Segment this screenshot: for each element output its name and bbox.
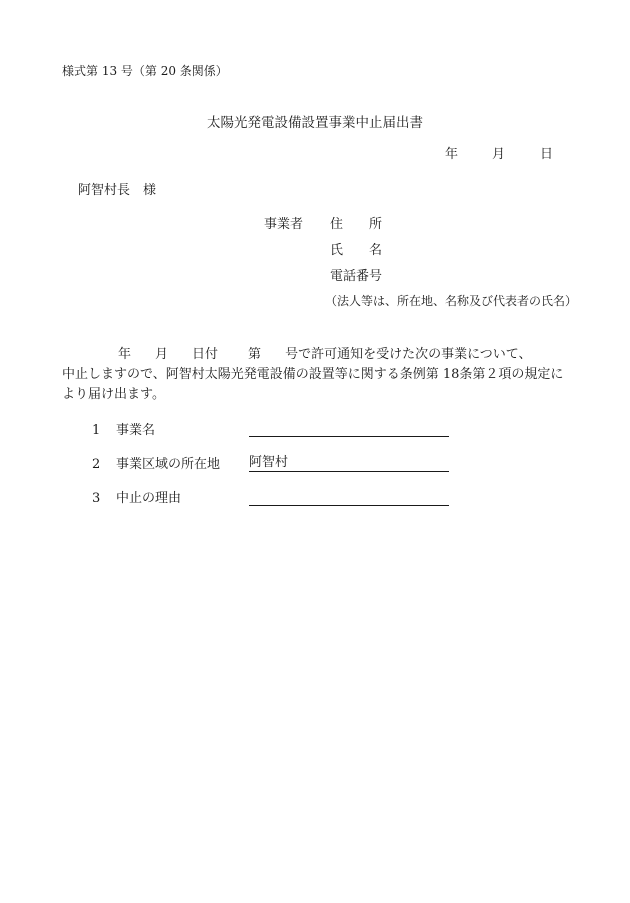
body-line-1-rest: 号で許可通知を受けた次の事業について、 (285, 347, 532, 362)
item-number: 1 (92, 423, 101, 438)
item-number: 3 (92, 491, 101, 506)
project-location-field[interactable]: 阿智村 (249, 455, 449, 472)
item-cancellation-reason (92, 491, 181, 507)
date-day-label: 日 (540, 147, 554, 162)
phone-label: 電話番号 (330, 269, 383, 284)
recipient: 阿智村長 様 (78, 183, 157, 198)
body-month: 月 (155, 347, 169, 362)
item-label: 事業区域の所在地 (116, 457, 221, 472)
body-dated: 日付 (192, 347, 219, 362)
item-label: 中止の理由 (116, 491, 182, 506)
applicant-label: 事業者 (264, 217, 304, 232)
address-label: 住 所 (330, 217, 383, 232)
document-title: 太陽光発電設備設置事業中止届出書 (207, 115, 423, 131)
item-project-location (92, 457, 220, 473)
item-project-name (92, 423, 155, 439)
name-label: 氏 名 (330, 243, 383, 258)
form-number: 様式第 13 号（第 20 条関係） (62, 64, 228, 78)
body-line-3: より届け出ます。 (62, 387, 165, 402)
body-line-1 (62, 344, 582, 365)
corporation-note: （法人等は、所在地、名称及び代表者の氏名） (325, 294, 578, 308)
body-number: 第 (248, 347, 262, 362)
project-name-field[interactable] (249, 420, 449, 437)
body-line-2: 中止しますので、阿智村太陽光発電設備の設置等に関する条例第 18条第２項の規定に (62, 367, 564, 382)
cancellation-reason-field[interactable] (249, 489, 449, 506)
body-year: 年 (118, 347, 132, 362)
date-year-label: 年 (445, 147, 459, 162)
item-label: 事業名 (116, 423, 156, 438)
item-number: 2 (92, 457, 101, 472)
date-month-label: 月 (492, 147, 506, 162)
